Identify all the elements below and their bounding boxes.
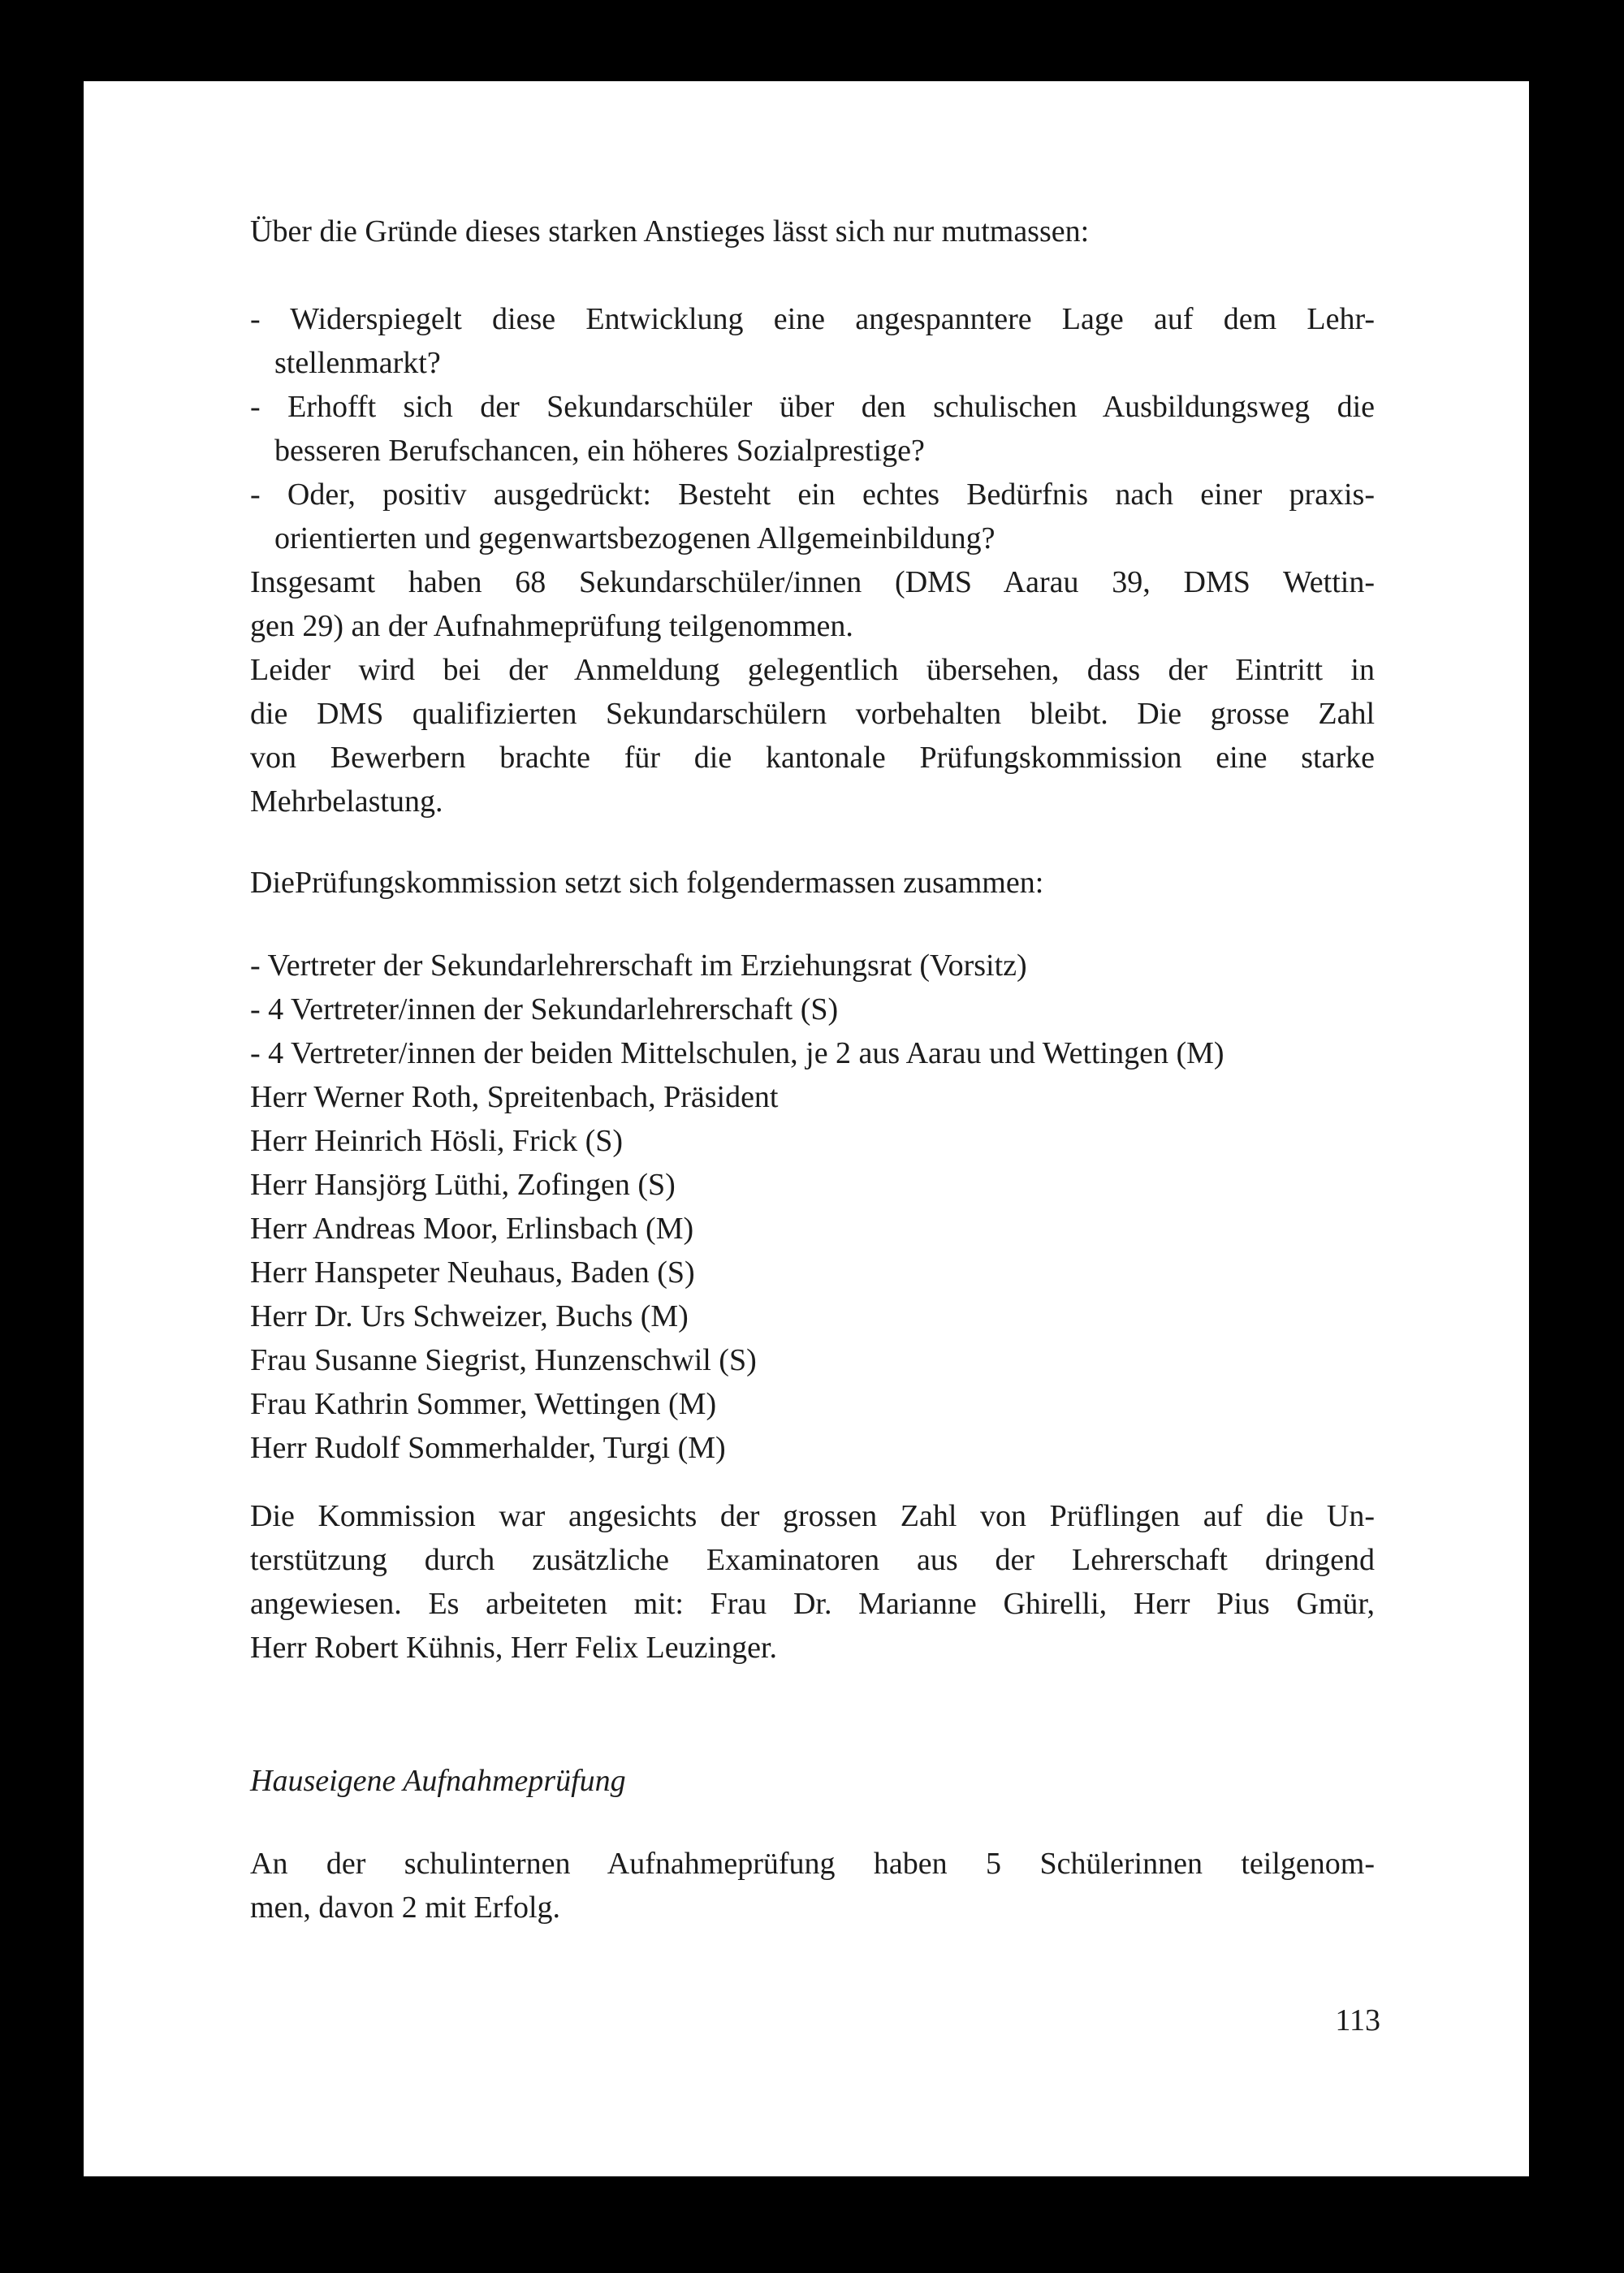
commission-intro-line: DiePrüfungskommission setzt sich folgendermassen zusammen: bbox=[250, 866, 1044, 900]
composition-item: - 4 Vertreter/innen der Sekundarlehrerschaft (S) bbox=[250, 992, 839, 1026]
intro-paragraph bbox=[250, 210, 1375, 253]
internal-line-1: An der schulinternen Aufnahmeprüfung haben 5 Schülerinnen teilgenom- bbox=[250, 1847, 1375, 1881]
examiners-line-2: terstützung durch zusätzliche Examinatoren aus der Lehrerschaft dringend bbox=[250, 1543, 1375, 1577]
notice-line-2: die DMS qualifizierten Sekundarschülern vorbehalten bleibt. Die grosse Zahl bbox=[250, 697, 1375, 731]
page-number: 113 bbox=[1335, 2003, 1380, 2037]
composition-item: - Vertreter der Sekundarlehrerschaft im Erziehungsrat (Vorsitz) bbox=[250, 949, 1027, 983]
member-item: Herr Andreas Moor, Erlinsbach (M) bbox=[250, 1212, 694, 1246]
internal-line-2: men, davon 2 mit Erfolg. bbox=[250, 1891, 561, 1925]
intro-line: Über die Gründe dieses starken Anstieges lässt sich nur mutmassen: bbox=[250, 214, 1090, 248]
question-1-line-1: - Widerspiegelt diese Entwicklung eine angespanntere Lage auf dem Lehr- bbox=[250, 302, 1375, 336]
examiners-line-3: angewiesen. Es arbeiteten mit: Frau Dr. Marianne Ghirelli, Herr Pius Gmür, bbox=[250, 1587, 1375, 1621]
notice-line-3: von Bewerbern brachte für die kantonale Prüfungskommission eine starke bbox=[250, 741, 1375, 775]
section-heading-text: Hauseigene Aufnahmeprüfung bbox=[250, 1764, 626, 1798]
notice-line-1: Leider wird bei der Anmeldung gelegentlich übersehen, dass der Eintritt in bbox=[250, 653, 1375, 687]
participants-line-1: Insgesamt haben 68 Sekundarschüler/innen (DMS Aarau 39, DMS Wettin- bbox=[250, 565, 1375, 599]
member-item: Frau Kathrin Sommer, Wettingen (M) bbox=[250, 1387, 717, 1421]
commission-intro bbox=[250, 861, 1375, 905]
examiners-line-4: Herr Robert Kühnis, Herr Felix Leuzinger. bbox=[250, 1631, 777, 1665]
examiners-paragraph bbox=[250, 1494, 1375, 1670]
question-2-line-2: besseren Berufschancen, ein höheres Sozialprestige? bbox=[274, 434, 925, 468]
participants-paragraph bbox=[250, 560, 1375, 823]
member-item: Herr Hansjörg Lüthi, Zofingen (S) bbox=[250, 1168, 676, 1202]
member-item: Frau Susanne Siegrist, Hunzenschwil (S) bbox=[250, 1343, 757, 1377]
section-heading bbox=[250, 1759, 1375, 1803]
question-3-line-2: orientierten und gegenwartsbezogenen Allgemeinbildung? bbox=[274, 521, 996, 555]
question-2-line-1: - Erhofft sich der Sekundarschüler über den schulischen Ausbildungsweg die bbox=[250, 390, 1375, 424]
question-1-line-2: stellenmarkt? bbox=[274, 346, 441, 380]
member-item: Herr Rudolf Sommerhalder, Turgi (M) bbox=[250, 1431, 726, 1465]
examiners-line-1: Die Kommission war angesichts der grossen Zahl von Prüflingen auf die Un- bbox=[250, 1499, 1375, 1533]
internal-paragraph bbox=[250, 1842, 1375, 1929]
notice-line-4: Mehrbelastung. bbox=[250, 784, 443, 819]
question-3-line-1: - Oder, positiv ausgedrückt: Besteht ein echtes Bedürfnis nach einer praxis- bbox=[250, 478, 1375, 512]
member-item: Herr Werner Roth, Spreitenbach, Präsident bbox=[250, 1080, 779, 1114]
commission-list bbox=[250, 944, 1375, 1470]
member-item: Herr Hanspeter Neuhaus, Baden (S) bbox=[250, 1255, 695, 1290]
participants-line-2: gen 29) an der Aufnahmeprüfung teilgenommen. bbox=[250, 609, 853, 643]
questions-list bbox=[250, 297, 1375, 560]
member-item: Herr Heinrich Hösli, Frick (S) bbox=[250, 1124, 624, 1158]
member-item: Herr Dr. Urs Schweizer, Buchs (M) bbox=[250, 1299, 689, 1333]
composition-item: - 4 Vertreter/innen der beiden Mittelschulen, je 2 aus Aarau und Wettingen (M) bbox=[250, 1036, 1224, 1070]
